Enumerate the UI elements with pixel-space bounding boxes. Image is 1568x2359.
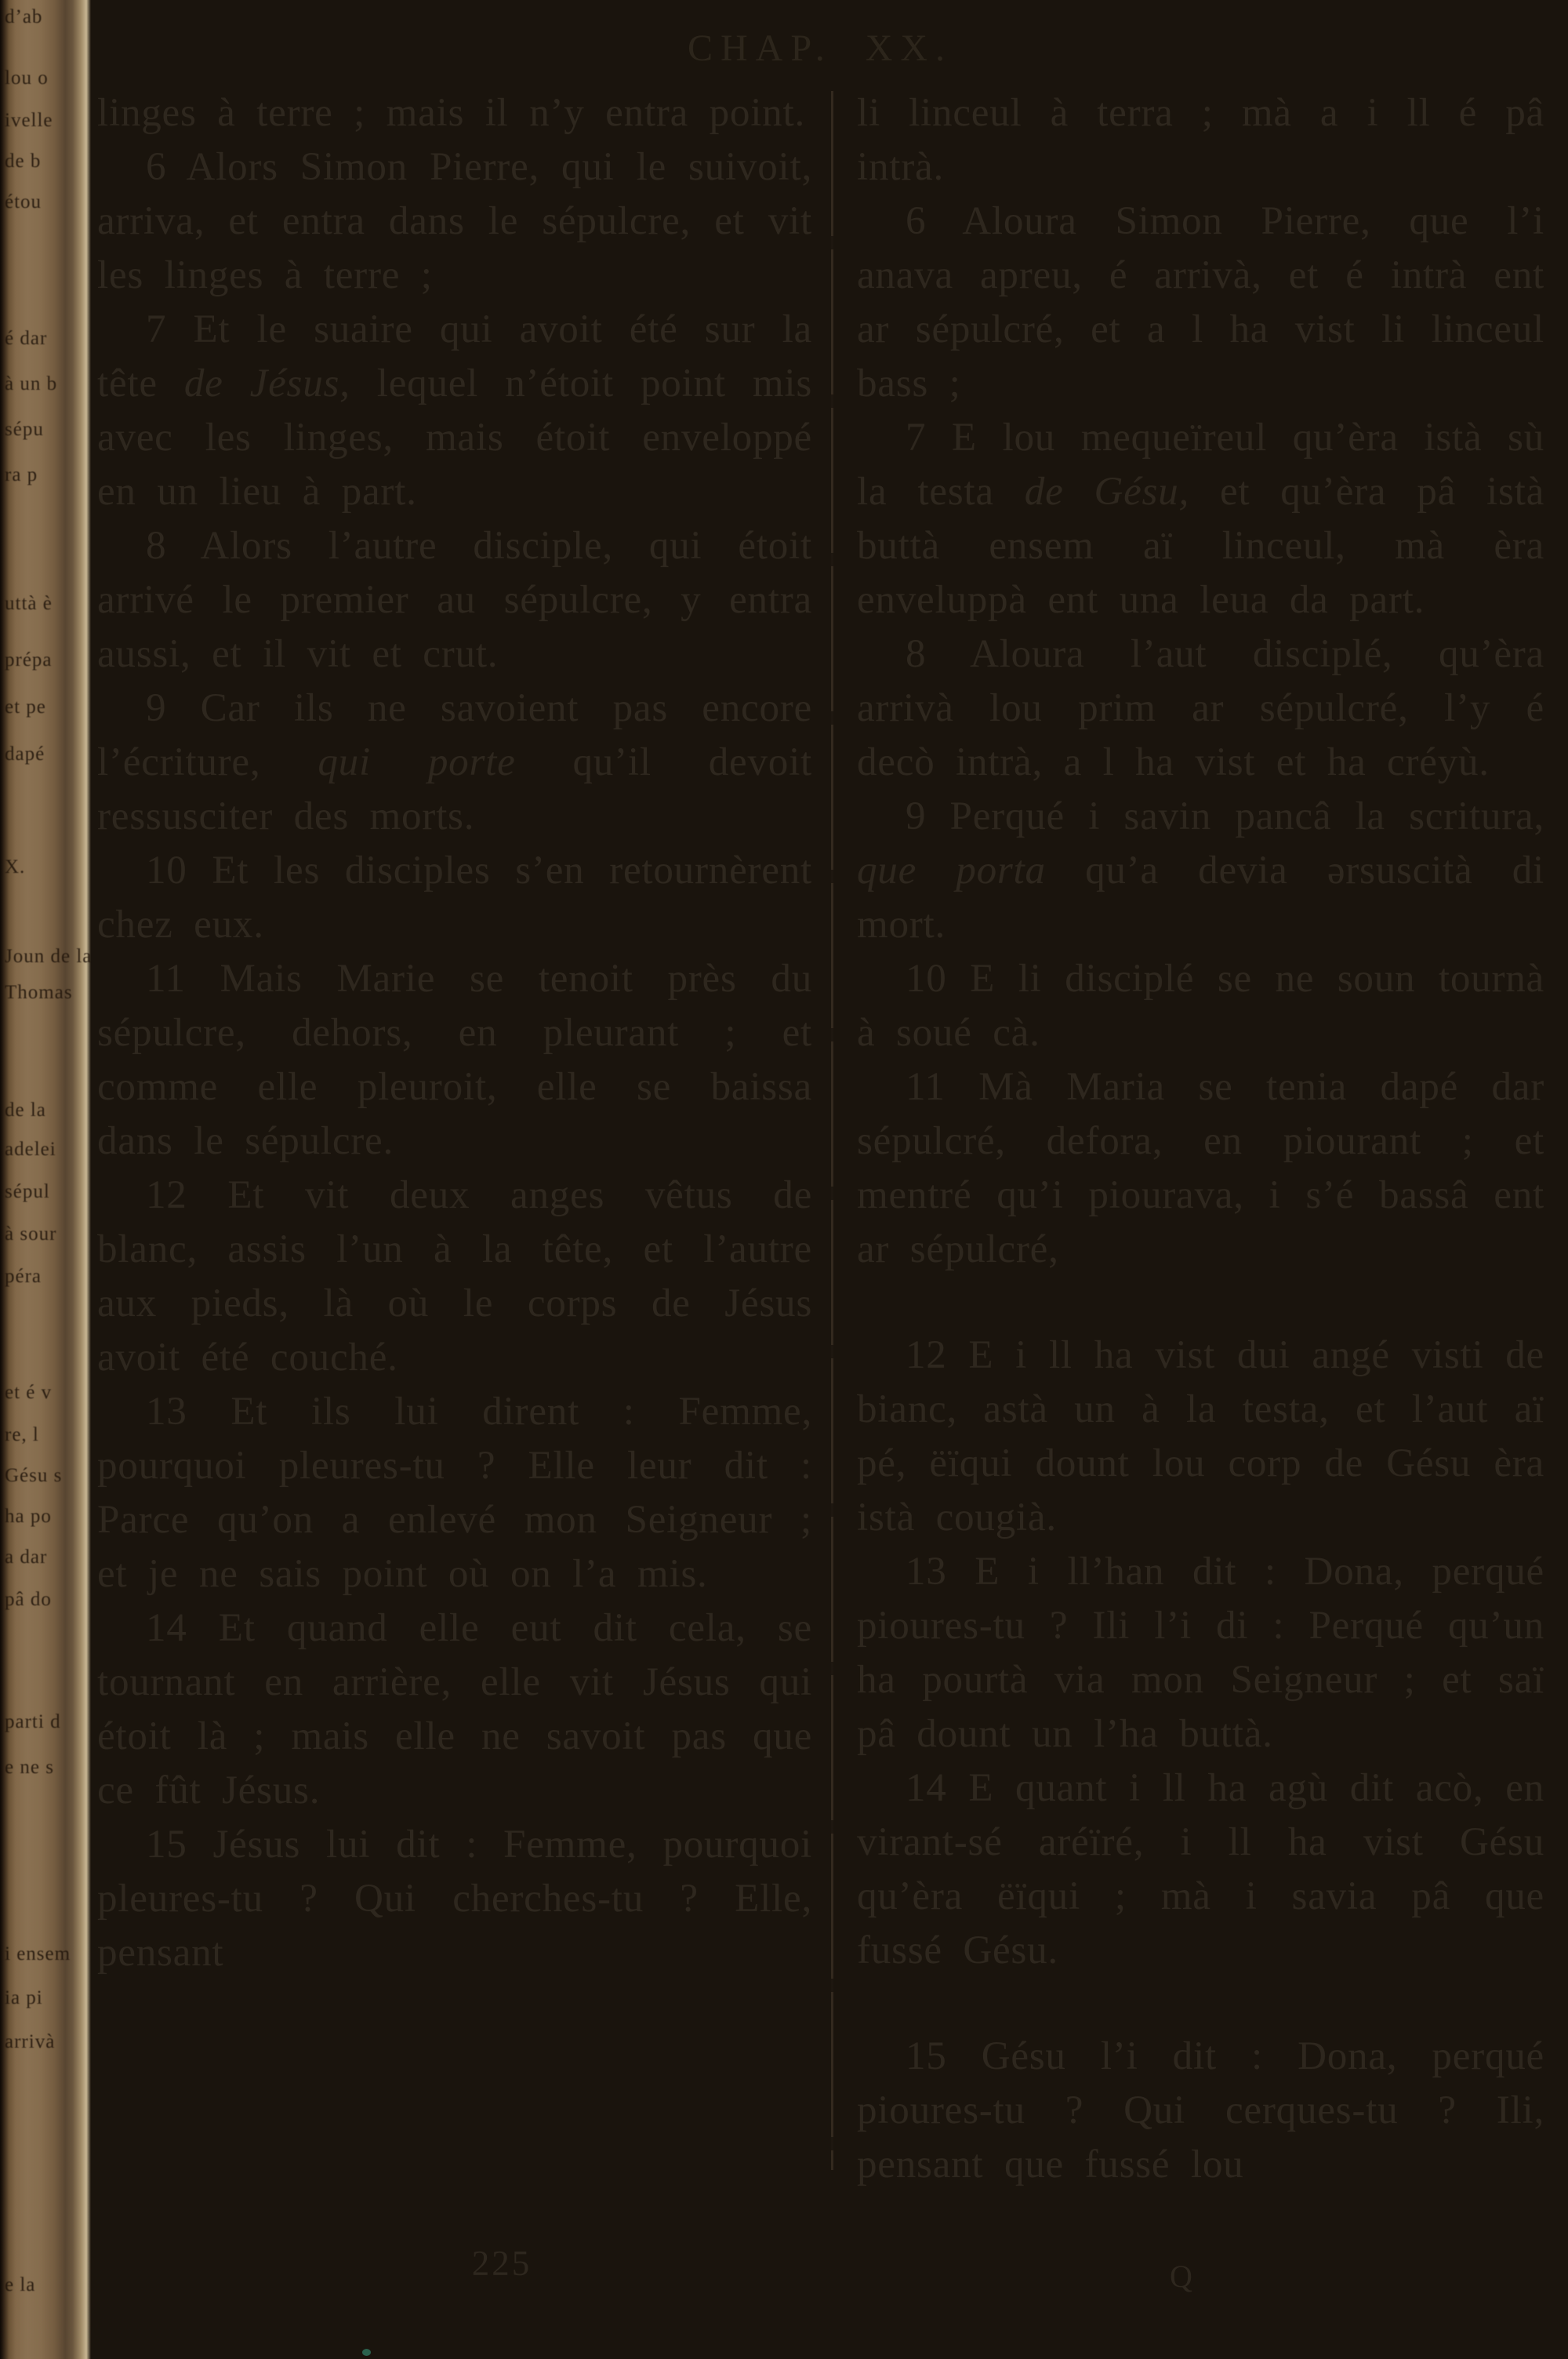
verse-paragraph [857, 952, 1544, 1060]
gutter-text-fragment: étou [5, 191, 42, 213]
gutter-text-fragment: à un b [5, 373, 58, 394]
gutter-text-fragment: à sour [5, 1223, 57, 1245]
verse-paragraph [97, 1385, 812, 1601]
verse-paragraph [857, 86, 1544, 194]
verse-paragraph [857, 1060, 1544, 1277]
gutter-text-fragment: arrivà [5, 2031, 56, 2052]
verse-paragraph [857, 1761, 1544, 1978]
verse-paragraph [97, 682, 812, 844]
verse-text: 11 Mà Maria se tenia dapé dar sépulcré, defora, en piourant ; et mentré qu’i piourava, i s’é bassâ ent ar sépulcré, [857, 1065, 1544, 1271]
gutter-text-fragment: prépa [5, 649, 53, 671]
verse-paragraph [97, 140, 812, 303]
gutter-text-fragment: a dar [5, 1547, 48, 1568]
ink-speck [362, 2349, 371, 2356]
verse-text: 11 Mais Marie se tenoit près du sépulcre, dehors, en pleurant ; et comme elle pleuroit, elle se baissa dans le sépulcre. [97, 957, 812, 1163]
verse-text: 6 Alors Simon Pierre, qui le suivoit, arriva, et entra dans le sépulcre, et vit les linges à terre ; [97, 145, 812, 297]
gutter-text-fragment: péra [5, 1266, 42, 1287]
gutter-text-fragment: et pe [5, 696, 46, 718]
gutter-text-fragment: ra p [5, 464, 38, 485]
verse-text: li linceul à terra ; mà a i ll é pâ intrà. [857, 91, 1544, 189]
verse-text: 6 Aloura Simon Pierre, que l’i anava apreu, é arrivà, et é intrà ent ar sépulcré, et a l ha vist li linceul bass ; [857, 199, 1544, 405]
gutter-text-fragment: Gésu s [5, 1465, 63, 1486]
gutter-text-fragment: sépu [5, 419, 44, 440]
gutter-text-fragment: parti d [5, 1711, 61, 1732]
verse-text: 7 E lou mequeïreul qu’èra istà sù la testa [857, 416, 1544, 514]
verse-text: 14 E quant i ll ha agù dit acò, en virant-sé aréïré, i ll ha vist Gésu qu’èra ëïqui ; mà i savia pâ que fussé Gésu. [857, 1766, 1544, 1972]
gutter-text-fragment: i ensem [5, 1943, 71, 1965]
gutter-text-fragment: ia pi [5, 1987, 43, 2008]
verse-text: 12 E i ll ha vist dui angé visti de bianc, astà un à la testa, et l’aut aï pé, ëïqui dount lou corp de Gésu èra istà cougià. [857, 1333, 1544, 1539]
page-number: 225 [471, 2244, 532, 2283]
verse-paragraph [97, 1601, 812, 1818]
gutter-text-fragment: pâ do [5, 1589, 52, 1610]
verse-text: 13 Et ils lui dirent : Femme, pourquoi pleures-tu ? Elle leur dit : Parce qu’on a enlevé mon Seigneur ; et je ne sais point où on l’a mis. [97, 1390, 812, 1596]
verse-paragraph [857, 194, 1544, 411]
text-columns [97, 86, 1544, 2190]
italic-phrase: de Jésus, [183, 362, 350, 405]
verse-paragraph [97, 844, 812, 952]
verse-paragraph [857, 790, 1544, 952]
gutter-text-fragment: X. [5, 856, 26, 878]
verse-paragraph [97, 1818, 812, 1980]
gutter-text-fragment: ha po [5, 1506, 52, 1527]
gutter-text-fragment: dapé [5, 743, 45, 765]
gutter-text-fragment: Joun de la [5, 946, 93, 967]
gutter-text-fragment: e ne s [5, 1757, 54, 1778]
left-column-french-text [97, 86, 831, 2190]
verse-text: linges à terre ; mais il n’y entra point. [97, 91, 805, 135]
gutter-text-fragment: e la [5, 2274, 36, 2295]
gutter-text-fragment: et é v [5, 1382, 53, 1403]
verse-text: 7 Et le suaire qui avoit été sur la tête [97, 307, 812, 405]
gutter-text-fragment: uttà è [5, 593, 53, 614]
verse-paragraph [97, 303, 812, 519]
printers-signature-mark: Q [1170, 2259, 1192, 2294]
verse-paragraph [97, 952, 812, 1169]
italic-phrase: de Gésu, [1024, 470, 1190, 514]
verse-paragraph [857, 627, 1544, 790]
gutter-text-fragment: de la [5, 1100, 46, 1121]
verse-paragraph [857, 411, 1544, 627]
verse-text: qu’il devoit ressusciter des morts. [97, 740, 813, 838]
gutter-text-fragment: Thomas [5, 982, 73, 1003]
right-column-dialect-text [833, 86, 1544, 2190]
verse-paragraph [97, 519, 812, 682]
gutter-text-fragment: sépul [5, 1181, 50, 1202]
verse-text: 9 Car ils ne savoient pas encore l’écriture, [97, 686, 812, 784]
verse-text: 10 E li disciplé se ne soun tournà à soué cà. [857, 957, 1544, 1055]
verse-text: 13 E i ll’han dit : Dona, perqué pioures-tu ? Ili l’i di : Perqué qu’un ha pourtà via mon Seigneur ; et saï pâ dount un l’ha buttà. [857, 1550, 1544, 1756]
verse-paragraph [97, 86, 812, 140]
verse-paragraph [857, 1545, 1544, 1761]
verse-text: 9 Perqué i savin pancâ la scritura, [906, 794, 1544, 838]
verse-text: lequel n’étoit point mis avec les linges, mais étoit enveloppé en un lieu à part. [97, 362, 812, 514]
verse-text: 15 Jésus lui dit : Femme, pourquoi pleures-tu ? Qui cherches-tu ? Elle, pensant [97, 1823, 812, 1975]
verse-text: 8 Aloura l’aut disciplé, qu’èra arrivà lou prim ar sépulcré, l’y é decò intrà, a l ha vist et ha créyù. [857, 632, 1544, 784]
verse-text: et qu’èra pâ istà buttà ensem aï linceul, mà èra enveluppà ent una leua da part. [857, 470, 1544, 622]
italic-phrase: que porta [857, 849, 1046, 892]
gutter-text-fragment: adelei [5, 1139, 56, 1160]
italic-phrase: qui porte [318, 740, 516, 784]
gutter-text-fragment: d’ab [5, 6, 43, 27]
verse-text: 8 Alors l’autre disciple, qui étoit arrivé le premier au sépulcre, y entra aussi, et il vit et crut. [97, 524, 812, 676]
gutter-text-fragment: re, l [5, 1424, 39, 1445]
chapter-heading: CHAP. XX. [687, 27, 953, 69]
book-gutter-edge [0, 0, 91, 2359]
gutter-text-fragment: lou o [5, 67, 49, 89]
verse-text: 10 Et les disciples s’en retournèrent chez eux. [97, 849, 812, 947]
verse-text: 15 Gésu l’i dit : Dona, perqué pioures-tu ? Qui cerques-tu ? Ili, pensant que fussé lou [857, 2034, 1544, 2186]
verse-paragraph [857, 1329, 1544, 1545]
gutter-text-fragment: ivelle [5, 110, 53, 131]
verse-paragraph [97, 1169, 812, 1385]
verse-text: 14 Et quand elle eut dit cela, se tournant en arrière, elle vit Jésus qui étoit là ; mais elle ne savoit pas que ce fût Jésus. [97, 1606, 812, 1812]
gutter-text-fragment: é dar [5, 328, 48, 349]
gutter-text-fragment: de b [5, 151, 42, 172]
verse-text: qu’a devia ərsuscità di mort. [857, 849, 1544, 947]
verse-paragraph [857, 2030, 1544, 2192]
verse-text: 12 Et vit deux anges vêtus de blanc, assis l’un à la tête, et l’autre aux pieds, là où le corps de Jésus avoit été couché. [97, 1173, 812, 1379]
